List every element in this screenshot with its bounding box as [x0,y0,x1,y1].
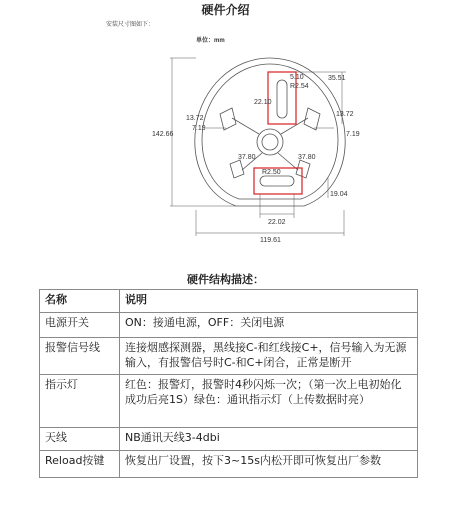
dim-35-51: 35.51 [328,75,346,82]
lower-slot [260,176,294,186]
housing-outline [195,58,345,206]
dim-19-04: 19.04 [330,191,348,198]
housing-inner-outline [202,64,338,199]
upper-slot [277,80,287,118]
dim-37-80-right: 37.80 [298,154,316,161]
install-note: 安装尺寸图如下： [106,21,155,28]
dim-37-80-left: 37.80 [238,154,256,161]
row-name: 报警信号线 [40,338,120,375]
dim-5-10: 5.10 [290,74,304,81]
table-header-row [40,290,418,313]
dim-7-19-left: 7.19 [192,125,206,132]
center-circle-inner [262,134,278,150]
row-name: 指示灯 [40,375,120,428]
spec-section-title: 硬件结构描述： [187,273,264,286]
table-row [40,338,418,375]
dim-r2-50: R2.50 [262,169,281,176]
table-row [40,451,418,478]
installation-drawing [150,28,390,250]
right-lower-clip [296,160,310,178]
dim-13-72-left: 13.72 [186,115,204,122]
dim-7-19-right: 7.19 [346,131,360,138]
table-row [40,428,418,451]
dim-13-72-right: 13.72 [336,111,354,118]
row-desc: 连接烟感探测器，黑线接C-和红线接C+，信号输入为无源输入，有报警信号时C-和C+闭合，正常是断开 [120,338,418,375]
dim-r2-54: R2.54 [290,83,309,90]
hardware-spec-table [39,289,418,478]
unit-label: 单位：mm [196,38,225,44]
dim-22-02: 22.02 [268,219,286,226]
dim-119-61: 119.61 [260,237,281,244]
dim-22-10: 22.10 [254,99,272,106]
header-name: 名称 [40,290,120,313]
row-desc: 红色：报警灯，报警时4秒闪烁一次；（第一次上电初始化成功后亮1S）绿色：通讯指示灯（上传数据时亮） [120,375,418,428]
row-name: Reload按键 [40,451,120,478]
row-name: 天线 [40,428,120,451]
row-desc: 恢复出厂设置，按下3~15s内松开即可恢复出厂参数 [120,451,418,478]
left-lower-clip [230,160,244,178]
table-row [40,375,418,428]
dim-142-66: 142.66 [152,131,174,138]
table-row [40,313,418,338]
row-desc: ON：接通电源，OFF：关闭电源 [120,313,418,338]
row-desc: NB通讯天线3-4dbi [120,428,418,451]
page-title: 硬件介绍 [201,3,250,17]
row-name: 电源开关 [40,313,120,338]
center-circle [257,129,283,155]
header-desc: 说明 [120,290,418,313]
